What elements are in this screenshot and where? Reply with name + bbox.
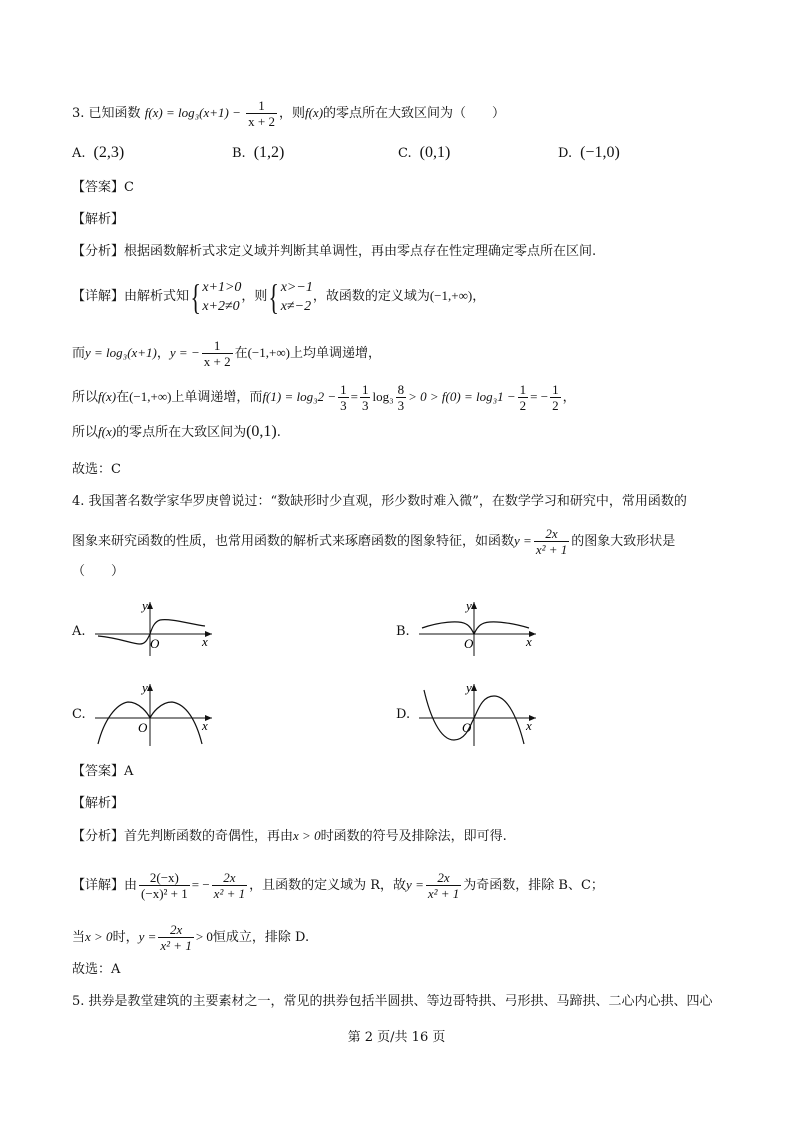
q4-conclusion: 故选：A <box>72 962 121 977</box>
q3-xiangjie-1: 【详解】由解析式知{x+1>0 x+2≠0，则{x>−1 x≠−2，故函数的定义域为(−1,+∞)， <box>72 276 486 317</box>
q4-xiangjie-2: 当x > 0时，y = $\frac{2x}{\text{x² + 1}}$ > 0恒成立，排除 D. <box>72 922 310 953</box>
q4-graph-c <box>90 680 220 748</box>
q4-answer: 【答案】A <box>72 764 134 779</box>
q3-xiangjie-4: 所以f(x)的零点所在大致区间为(0,1). <box>72 423 281 440</box>
svg-text:O: O <box>462 720 472 735</box>
svg-text:y: y <box>142 680 148 695</box>
q3-system-1: x+1>0 x+2≠0 <box>202 279 242 314</box>
q4-fenxi: 【分析】首先判断函数的奇偶性，再由x > 0时函数的符号及排除法，即可得. <box>72 828 507 844</box>
q4-graph-label-a: A. <box>72 624 86 639</box>
q3-option-c: C. (0,1) <box>398 144 451 161</box>
q4-graph-d <box>414 680 544 748</box>
svg-text:y: y <box>466 598 472 613</box>
q3-analysis-tag: 【解析】 <box>72 212 125 227</box>
q3-xiangjie-3: 所以f(x)在(−1,+∞)上单调递增，而f(1) = log₃2 − $\frac{1}{3}$ = $\frac{1}{3}$ log₃ $\frac{8}{3}$ > 0 > f(0) = log₃1 − $\frac{1}{2}$ = − $\frac{1}{2}$ ， <box>72 382 576 413</box>
q3-system-2: x>−1 x≠−2 <box>280 279 313 314</box>
q3-option-b: B. (1,2) <box>232 144 285 161</box>
q4-stem-1: 4. 我国著名数学家华罗庚曾说过：“数缺形时少直观，形少数时难入微”，在数学学习和研究中，常用函数的 <box>72 494 687 509</box>
q3-conclusion: 故选：C <box>72 462 121 477</box>
q3-fenxi: 【分析】根据函数解析式求定义域并判断其单调性，再由零点存在性定理确定零点所在区间. <box>72 244 597 259</box>
q4-stem-2: 图象来研究函数的性质，也常用函数的解析式来琢磨函数的图象特征，如函数y = $\frac{2x}{\text{x² + 1}}$ 的图象大致形状是 <box>72 526 676 557</box>
q4-graph-label-c: C. <box>72 707 86 722</box>
q4-xiangjie-1: 【详解】由 $\frac{2(-x)}{\text{(−x)² + 1}}$ = − $\frac{2x}{\text{x² + 1}}$ ，且函数的定义域为 R，故y = $\frac{2x}{\text{x² + 1}}$ 为奇函数，排除 B、C； <box>72 870 604 901</box>
q4-graph-b <box>414 598 544 658</box>
svg-text:x: x <box>526 718 532 733</box>
q3-option-a: A. (2,3) <box>72 144 125 161</box>
svg-text:x: x <box>526 634 532 649</box>
q3-stem: 3. 已知函数 f(x) = log₃(x+1) − $\frac{1}{x + 2}$ ，则f(x)的零点所在大致区间为（ ） <box>72 98 506 129</box>
q3-fraction: $\frac{1}{x + 2}$ <box>248 98 275 129</box>
q4-graph-label-b: B. <box>396 624 410 639</box>
q5-stem: 5. 拱券是教堂建筑的主要素材之一，常见的拱券包括半圆拱、等边哥特拱、弓形拱、马蹄拱、二心内心拱、四心 <box>72 994 713 1009</box>
svg-text:x: x <box>202 634 208 649</box>
q3-answer: 【答案】C <box>72 180 134 195</box>
svg-text:x: x <box>202 718 208 733</box>
q4-stem-3: （ ） <box>72 564 125 579</box>
svg-text:O: O <box>150 636 160 651</box>
q3-xiangjie-2: 而y = log₃(x+1)，y = − $\frac{1}{x + 2}$ 在(−1,+∞)上均单调递增， <box>72 338 381 369</box>
q4-analysis-tag: 【解析】 <box>72 796 125 811</box>
svg-text:O: O <box>464 636 474 651</box>
svg-text:y: y <box>142 598 148 613</box>
svg-text:O: O <box>138 720 148 735</box>
q3-option-d: D. (−1,0) <box>558 144 620 161</box>
page-footer: 第 2 页/共 16 页 <box>347 1030 446 1045</box>
q4-graph-label-d: D. <box>396 707 411 722</box>
q4-graph-a <box>90 598 220 658</box>
svg-text:y: y <box>466 680 472 695</box>
